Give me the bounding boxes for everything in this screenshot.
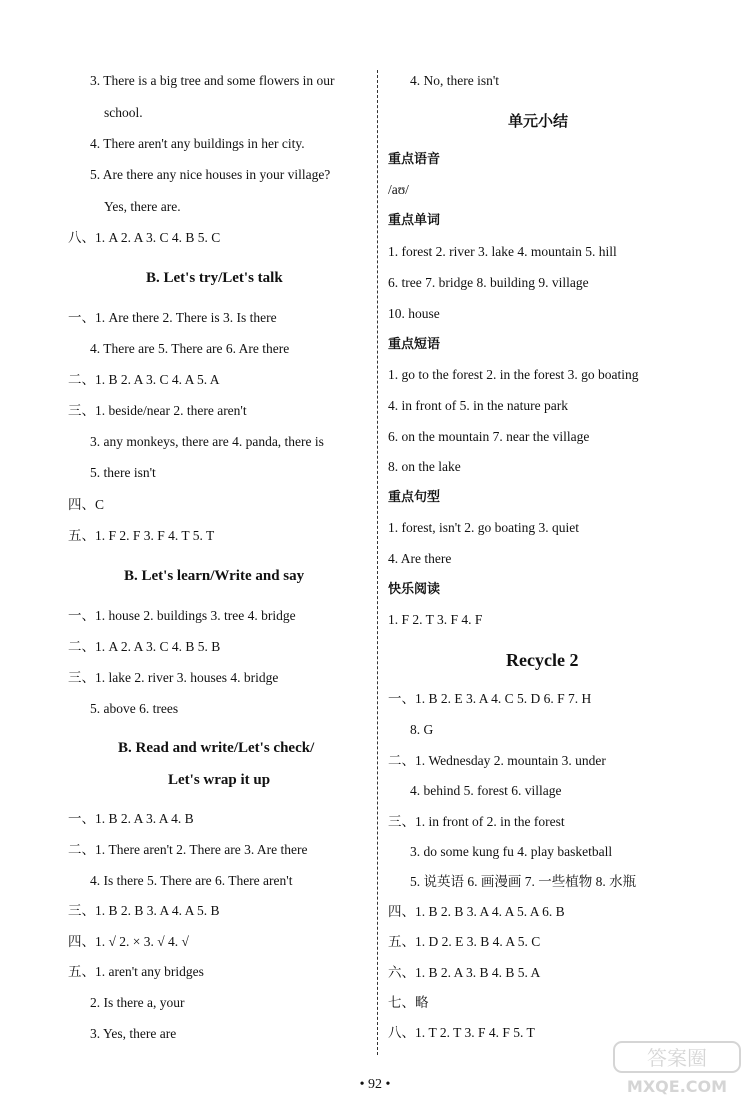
- answer-line: 三、1. B 2. B 3. A 4. A 5. B: [68, 903, 220, 918]
- answer-line: 八、1. T 2. T 3. F 4. F 5. T: [388, 1025, 535, 1040]
- answer-line: 五、1. F 2. F 3. F 4. T 5. T: [68, 528, 215, 543]
- answer-line: 5. there isn't: [90, 465, 156, 480]
- answer-line: 七、略: [388, 995, 429, 1010]
- answer-line: 二、1. There aren't 2. There are 3. Are there: [68, 842, 308, 857]
- answer-line: school.: [104, 105, 143, 120]
- answer-line: 4. Is there 5. There are 6. There aren't: [90, 873, 293, 888]
- answer-line: 3. any monkeys, there are 4. panda, there is: [90, 434, 324, 449]
- answer-line: 5. 说英语 6. 画漫画 7. 一些植物 8. 水瓶: [410, 874, 637, 889]
- answer-line: 六、1. B 2. A 3. B 4. B 5. A: [388, 965, 541, 980]
- section-heading: B. Let's try/Let's talk: [146, 270, 283, 286]
- answer-line: 一、1. B 2. A 3. A 4. B: [68, 811, 194, 826]
- answer-line: 4. behind 5. forest 6. village: [410, 783, 562, 798]
- answer-line: 3. do some kung fu 4. play basketball: [410, 844, 613, 859]
- answer-line: 1. go to the forest 2. in the forest 3. go boating: [388, 367, 639, 382]
- answer-line: 三、1. beside/near 2. there aren't: [68, 403, 247, 418]
- answer-line: 4. There are 5. There are 6. Are there: [90, 341, 290, 356]
- section-heading: B. Read and write/Let's check/: [118, 740, 315, 756]
- section-heading: B. Let's learn/Write and say: [124, 568, 305, 584]
- answer-line: 10. house: [388, 306, 440, 321]
- section-heading: Let's wrap it up: [168, 772, 271, 788]
- answer-line: 5. above 6. trees: [90, 701, 179, 716]
- answer-line: 三、1. in front of 2. in the forest: [388, 814, 565, 829]
- answer-line: 五、1. D 2. E 3. B 4. A 5. C: [388, 934, 541, 949]
- answer-line: 4. in front of 5. in the nature park: [388, 398, 568, 413]
- page-number: • 92 •: [359, 1077, 391, 1092]
- answer-line: 1. forest, isn't 2. go boating 3. quiet: [388, 520, 580, 535]
- answer-line: 八、1. A 2. A 3. C 4. B 5. C: [68, 230, 221, 245]
- answer-line: 8. G: [410, 722, 434, 737]
- answer-line: 1. forest 2. river 3. lake 4. mountain 5. hill: [388, 244, 617, 259]
- answer-line: 1. F 2. T 3. F 4. F: [388, 612, 483, 627]
- answer-line: 3. There is a big tree and some flowers in our: [90, 73, 335, 88]
- answer-line: 4. Are there: [388, 551, 452, 566]
- subsection-label: 重点语音: [388, 152, 441, 167]
- answer-line: 一、1. house 2. buildings 3. tree 4. bridge: [68, 608, 296, 623]
- answer-line: 四、C: [68, 497, 105, 512]
- subsection-label: 重点短语: [388, 337, 441, 352]
- answer-line: 四、1. B 2. B 3. A 4. A 5. A 6. B: [388, 904, 565, 919]
- answer-line: 6. tree 7. bridge 8. building 9. village: [388, 275, 589, 290]
- answer-line: Yes, there are.: [104, 199, 181, 214]
- svg-text:MXQE.COM: MXQE.COM: [626, 1077, 728, 1096]
- answer-line: /aʊ/: [388, 182, 409, 197]
- answer-line: 一、1. B 2. E 3. A 4. C 5. D 6. F 7. H: [388, 691, 592, 706]
- watermark-logo: [612, 1040, 742, 1098]
- answer-line: 5. Are there any nice houses in your village?: [90, 167, 331, 182]
- section-heading: 单元小结: [508, 112, 569, 130]
- answer-line: 四、1. √ 2. × 3. √ 4. √: [68, 934, 189, 949]
- answer-line: 二、1. B 2. A 3. C 4. A 5. A: [68, 372, 220, 387]
- subsection-label: 重点单词: [388, 213, 441, 228]
- answer-line: 8. on the lake: [388, 459, 461, 474]
- section-heading: Recycle 2: [506, 650, 579, 670]
- subsection-label: 重点句型: [388, 490, 441, 505]
- answer-line: 3. Yes, there are: [90, 1026, 177, 1041]
- subsection-label: 快乐阅读: [388, 582, 441, 597]
- answer-line: 一、1. Are there 2. There is 3. Is there: [68, 310, 277, 325]
- answer-line: 4. There aren't any buildings in her city.: [90, 136, 305, 151]
- column-divider: [377, 70, 378, 1055]
- answer-line: 4. No, there isn't: [410, 73, 500, 88]
- answer-line: 二、1. Wednesday 2. mountain 3. under: [388, 753, 606, 768]
- answer-line: 五、1. aren't any bridges: [68, 964, 204, 979]
- answer-line: 二、1. A 2. A 3. C 4. B 5. B: [68, 639, 221, 654]
- answer-line: 6. on the mountain 7. near the village: [388, 429, 590, 444]
- answer-line: 三、1. lake 2. river 3. houses 4. bridge: [68, 670, 279, 685]
- answer-line: 2. Is there a, your: [90, 995, 185, 1010]
- svg-text:答案圈: 答案圈: [647, 1046, 707, 1070]
